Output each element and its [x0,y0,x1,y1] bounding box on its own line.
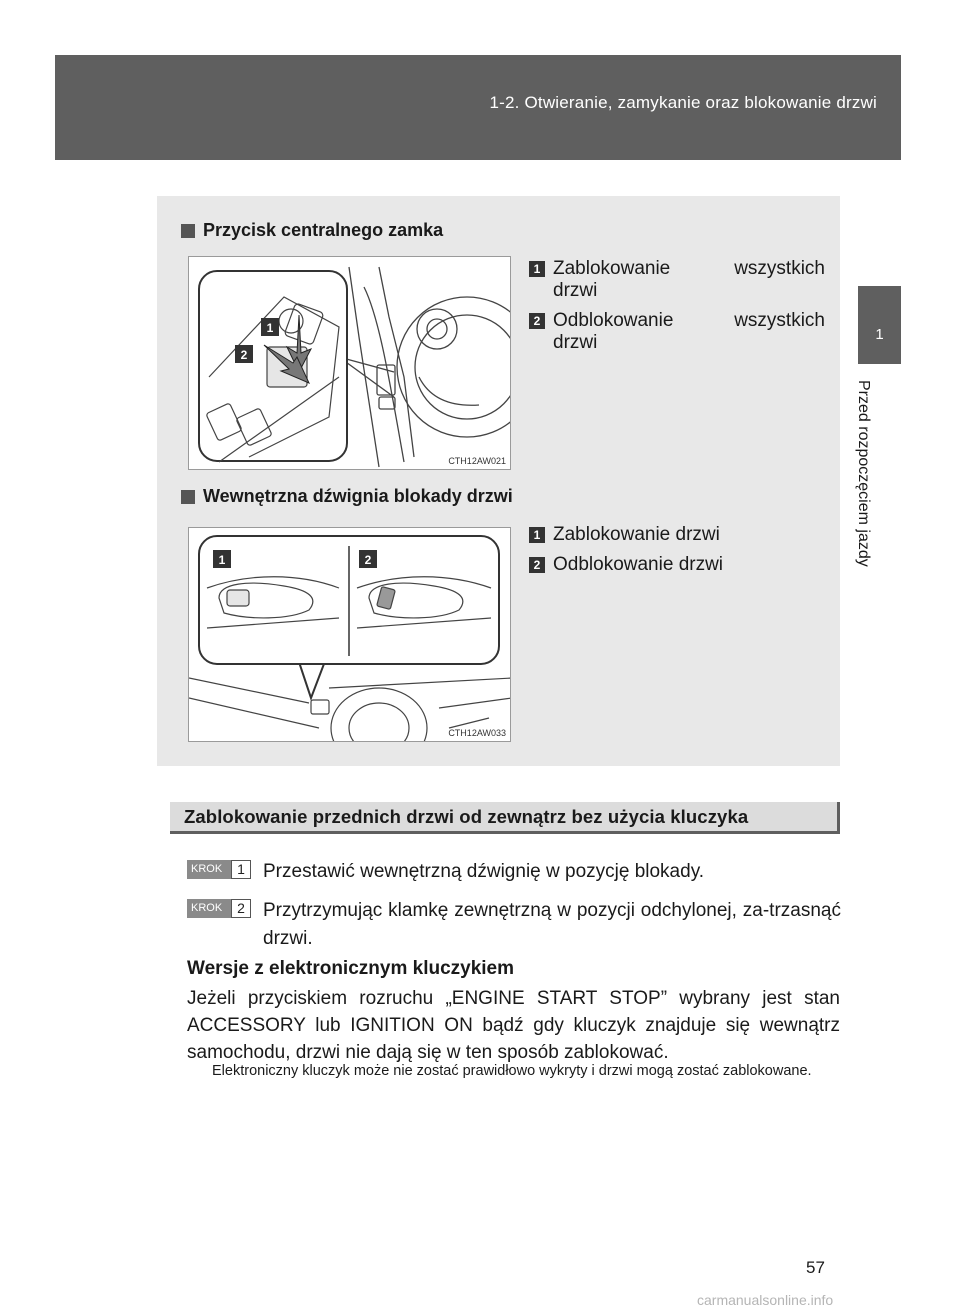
central-lock-heading-text: Przycisk centralnego zamka [203,220,444,240]
callout-2-label: 2 [364,553,372,567]
section-title: 1-2. Otwieranie, zamykanie oraz blokowanie drzwi [489,93,877,112]
note: Elektroniczny kluczyk może nie zostać prawidłowo wykryty i drzwi mogą zostać zablokowane. [212,1063,812,1079]
central-lock-legend [529,258,825,362]
paragraph: Jeżeli przyciskiem rozruchu „ENGINE START STOP” wybrany jest stan ACCESSORY lub IGNITION ON bądź gdy kluczyk znajduje się wewnątrz samochodu, drzwi nie dają się w ten sposób zablokować. [187,988,840,1063]
chapter-label [855,380,892,620]
central-lock-heading [181,220,443,241]
legend-number: 1 [529,527,545,543]
legend-number: 2 [529,313,545,329]
header-band [55,55,901,160]
inner-lever-heading-text: Wewnętrzna dźwignia blokady drzwi [203,486,513,506]
watermark: carmanualsonline.info [697,1292,834,1308]
step-badge-number: 1 [231,860,251,879]
square-bullet-icon [181,490,195,504]
square-bullet-icon [181,224,195,238]
legend-text: Zablokowanie wszystkich [553,258,825,279]
legend-item [529,310,825,354]
image-code: CTH12AW033 [448,728,506,738]
step-badge-label: KROK [187,899,231,918]
step-text: Przestawić wewnętrzną dźwignię w pozycję blokady. [263,861,705,882]
step-badge-label: KROK [187,860,231,879]
callout-1-label: 1 [218,553,226,567]
image-code: CTH12AW021 [448,456,506,466]
step-badge [187,860,251,879]
legend-text: Odblokowanie drzwi [553,554,724,575]
central-lock-illustration [188,256,511,470]
inner-lever-legend [529,524,825,584]
inner-lever-illustration [188,527,511,742]
step-text: Przytrzymując klamkę zewnętrzną w pozycji odchylonej, za-trzasnąć drzwi. [263,900,841,949]
chapter-number: 1 [875,326,884,343]
legend-number: 2 [529,557,545,573]
door-lever-drawing-icon [189,528,511,742]
legend-text-cont: drzwi [553,280,598,301]
callout-1-label: 1 [266,321,274,335]
legend-item [529,524,825,546]
chapter-tab [858,286,901,364]
legend-item [529,554,825,576]
door-switch-drawing-icon [189,257,511,470]
legend-item [529,258,825,302]
section-title-bar: Zablokowanie przednich drzwi od zewnątrz bez użycia kluczyka [170,802,840,834]
subheading: Wersje z elektronicznym kluczykiem [187,958,515,979]
page-number: 57 [806,1258,825,1277]
step-badge [187,899,251,918]
legend-text: Zablokowanie drzwi [553,524,720,545]
step-badge-number: 2 [231,899,251,918]
legend-number: 1 [529,261,545,277]
legend-text-cont: drzwi [553,332,598,353]
callout-2-label: 2 [240,348,248,362]
inner-lever-heading [181,486,513,507]
legend-text: Odblokowanie wszystkich [553,310,825,331]
chapter-title: Przed rozpoczęciem jazdy [855,380,872,567]
